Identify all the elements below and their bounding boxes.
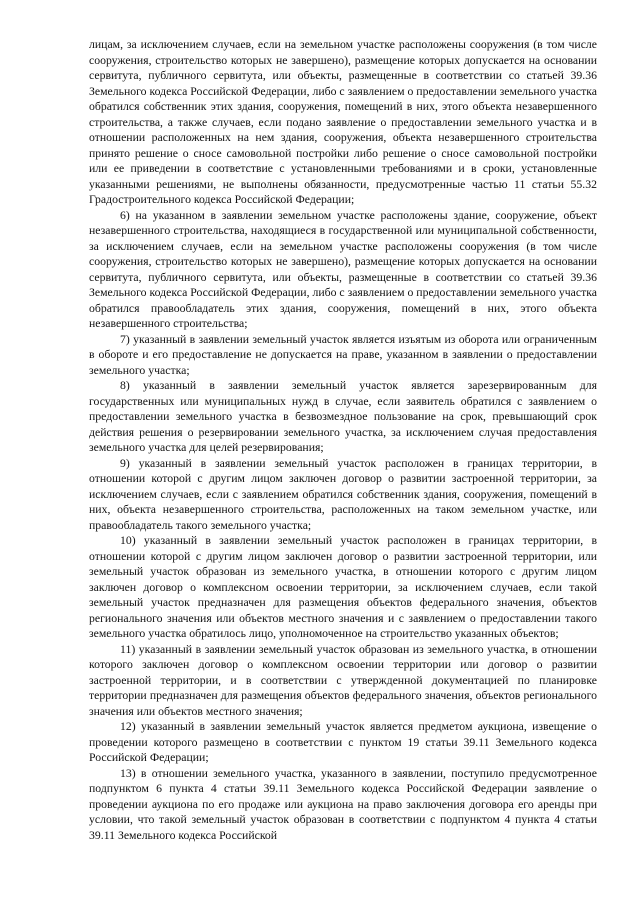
paragraph-item-11: 11) указанный в заявлении земельный участок образован из земельного участка, в отношении которого заключен договор о комплексном освоении территории или договор о развитии застроенной территории, и в соответствии с утвержденной документацией по планировке территории предназначен для размещения объектов федерального значения, объектов регионального значения или объектов местного значения; (89, 642, 597, 718)
paragraph-item-10: 10) указанный в заявлении земельный участок расположен в границах территории, в отношении которой с другим лицом заключен договор о развитии застроенной территории, или земельный участок образован из земельного участка, в отношении которого с другим лицом заключен договор о комплексном освоении территории, за исключением случаев, если такой земельный участок предназначен для размещения объектов федерального значения, объектов регионального значения или объектов местного значения и с заявлением о предоставлении такого земельного участка обратилось лицо, уполномоченное на строительство указанных объектов; (89, 534, 597, 640)
paragraph-item-12: 12) указанный в заявлении земельный участок является предметом аукциона, извещение о проведении которого размещено в соответствии с пунктом 19 статьи 39.11 Земельного кодекса Российской Федерации; (89, 720, 597, 764)
paragraph-continuation: лицам, за исключением случаев, если на земельном участке расположены сооружения (в том числе сооружения, строительство которых не завершено), размещение которых допускается на основании сервитута, публичного сервитута, или объекты, размещенные в соответствии со статьей 39.36 Земельного кодекса Российской Федерации, либо с заявлением о предоставлении земельного участка обратился собственник этих здания, сооружения, помещений в них, этого объекта незавершенного строительства, а также случаев, если подано заявление о предоставлении земельного участка и в отношении расположенных на нем здания, сооружения, объекта незавершенного строительства принято решение о сносе самовольной постройки либо решение о сносе самовольной постройки или ее приведении в соответствие с установленными требованиями и в сроки, установленные указанными решениями, не выполнены обязанности, предусмотренные частью 11 статьи 55.32 Градостроительного кодекса Российской Федерации; (89, 38, 597, 206)
paragraph-item-9: 9) указанный в заявлении земельный участок расположен в границах территории, в отношении которой с другим лицом заключен договор о развитии застроенной территории, за исключением случаев, если с заявлением обратился собственник здания, сооружения, помещений в них, объекта незавершенного строительства, расположенных на таком земельном участке, или правообладатель такого земельного участка; (89, 456, 597, 532)
document-page (89, 37, 597, 843)
paragraph-item-8: 8) указанный в заявлении земельный участок является зарезервированным для государственных или муниципальных нужд в случае, если заявитель обратился с заявлением о предоставлении земельного участка в безвозмездное пользование на срок, превышающий срок действия решения о резервировании земельного участка, за исключением случая предоставления земельного участка для целей резервирования; (89, 379, 597, 454)
paragraph-item-6: 6) на указанном в заявлении земельном участке расположены здание, сооружение, объект незавершенного строительства, находящиеся в государственной или муниципальной собственности, за исключением случаев, если на земельном участке расположены сооружения (в том числе сооружения, строительство которых не завершено), размещение которых допускается на основании сервитута, публичного сервитута, или объекты, размещенные в соответствии со статьей 39.36 Земельного кодекса Российской Федерации, либо с заявлением о предоставлении земельного участка обратился правообладатель этих здания, сооружения, помещений в них, этого объекта незавершенного строительства; (89, 208, 597, 330)
paragraph-item-13: 13) в отношении земельного участка, указанного в заявлении, поступило предусмотренное подпунктом 6 пункта 4 статьи 39.11 Земельного кодекса Российской Федерации заявление о проведении аукциона по его продаже или аукциона на право заключения договора его аренды при условии, что такой земельный участок образован в соответствии с подпунктом 4 пункта 4 статьи 39.11 Земельного кодекса Российской (89, 766, 597, 842)
paragraph-item-7: 7) указанный в заявлении земельный участок является изъятым из оборота или ограниченным в обороте и его предоставление не допускается на праве, указанном в заявлении о предоставлении земельного участка; (89, 332, 597, 377)
